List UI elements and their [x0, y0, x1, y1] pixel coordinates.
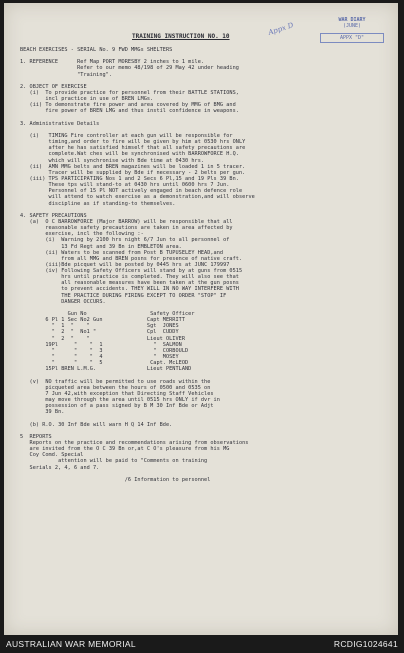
document-line: discipline as if standing-to themselves.	[20, 200, 176, 207]
document-line: (v) NO traffic will be permitted to use roads within the	[20, 378, 211, 385]
document-line: are invited from the O C 39 Bn or,at C O's pleasure from his MG	[20, 446, 230, 453]
document-line: all reasonable measures have been taken at the gun posns	[20, 280, 239, 287]
document-body	[20, 47, 388, 483]
footer-bar	[0, 635, 404, 653]
document-line: exercise, incl the following :-	[20, 231, 144, 238]
document-line: (iv) Following Safety Officers will stand by at guns from 0515	[20, 268, 243, 275]
document-line: Personnel of 15 Pl NOT actively engaged in beach defence role	[20, 188, 243, 195]
document-line: BEACH EXERCISES - SERIAL No. 9 FWD MMGs SHELTERS	[20, 47, 173, 53]
document-line: 1. REFERENCE Ref Map PORT MORESBY 2 inches to 1 mile.	[20, 59, 205, 66]
document-line: 6 Pl 1 Sec No2 Gun Capt MERRITT	[20, 317, 186, 324]
stamp-line1: WAR DIARY	[338, 17, 366, 23]
document-line: attention will be paid to "Comments on training	[20, 458, 208, 465]
footer-source: AUSTRALIAN WAR MEMORIAL	[6, 639, 136, 649]
document-title: TRAINING INSTRUCTION NO. 10	[132, 33, 230, 40]
document-line: picqueted area between the hours of 0500 and 0535 on	[20, 384, 211, 391]
document-line: "Training".	[20, 71, 113, 78]
document-line: " 1 " " Sgt JONES	[20, 323, 179, 330]
document-line: complete.Wat ches will be synchronised with BARROWFORCE H.Q.	[20, 151, 239, 158]
document-line: (ii) AMN MMG belts and BREN magazines will be loaded 1 in 5 tracer.	[20, 163, 246, 170]
document-line: 15Pl BREN L.M.G. Lieut PENTLAND	[20, 366, 192, 373]
document-line: to prevent accidents. THEY WILL IN NO WAY INTERFERE WITH	[20, 286, 239, 293]
document-line: (i) Warning by 2100 hrs night 6/7 Jun to all personnel of	[20, 237, 230, 244]
document-line: (iii)Bde picquet will be posted by 0445 hrs at JUNC 179997	[20, 261, 230, 268]
document-line: (ii) To demonstrate fire power and area covered by MMG of BMG and	[20, 102, 236, 109]
document-line: DANGER OCCURS.	[20, 298, 106, 305]
document-line: " " " 3 " CORBOULD	[20, 347, 189, 354]
document-line: " 2 " No1 " Cpl CUDDY	[20, 329, 179, 336]
document-line: reasonable safety precautions are taken in area affected by	[20, 225, 233, 232]
stamp-line2: (JUNE)	[342, 23, 362, 29]
document-line: These tps will stand-to at 0430 hrs until 0600 hrs 7 Jun.	[20, 182, 230, 189]
document-line: " " " 4 " MOSEY	[20, 354, 179, 361]
document-line: (i) TIMING Fire controller at each gun will be responsible for	[20, 132, 233, 139]
document-line: 2. OBJECT OF EXERCISE	[20, 83, 87, 90]
document-line: (ii) Waters to be scanned from Post B TUPUSELEY HEAD,and	[20, 249, 224, 256]
document-line: fire power of BREN LMG and thus instil confidence in weapons.	[20, 108, 239, 115]
document-line: 19Pl " " 1 " SALMON	[20, 341, 182, 348]
document-line: (a) O C BARROWFORCE (Major BARROW) will be responsible that all	[20, 218, 233, 225]
document-line: incl practice in use of BREN LMGs.	[20, 96, 154, 103]
document-page	[4, 3, 398, 635]
war-diary-stamp	[320, 17, 384, 43]
document-line: which will synchronise with Bde time at 0430 hrs.	[20, 157, 205, 164]
document-line: 4. SAFETY PRECAUTIONS	[20, 212, 87, 219]
document-line: 5 REPORTS	[20, 433, 52, 440]
document-line: Gun No Safety Officer	[20, 311, 195, 318]
document-line: Coy Comd. Special	[20, 452, 84, 459]
document-line: " " " 5 Capt. McLEOD	[20, 360, 189, 367]
document-line: 7 Jun 42,with exception that Directing Staff Vehicles	[20, 390, 214, 397]
document-line: will attend to watch exercise as a demonstration,and will observe	[20, 194, 255, 201]
document-line: from all MMG and BREN posns for presence of native craft.	[20, 255, 243, 262]
document-line: /6 Information to personnel	[20, 476, 211, 483]
document-line: timing,and order to fire will be given by him at 0530 hrs ONLY	[20, 139, 246, 146]
document-line: THE PRACTICE DURING FIRING EXCEPT TO ORDER "STOP" IF	[20, 292, 227, 299]
document-line: (b) R.O. 30 Inf Bde will warn H Q 14 Inf Bde.	[20, 421, 173, 428]
document-line: Tracer will be supplied by Bde if necessary - 2 belts per gun.	[20, 169, 246, 176]
document-line: 39 Bn.	[20, 409, 65, 416]
document-line: (iii) TPS PARTICIPATING Nos 1 and 2 Secs 6 Pl,15 and 19 Pls 39 Bn.	[20, 175, 239, 182]
document-line: " 2 " " Lieut OLIVER	[20, 335, 186, 342]
document-line: Refer to our memo 48/198 of 29 May 42 under heading	[20, 65, 239, 72]
document-line: after he has satisfied himself that all safety precautions are	[20, 145, 246, 152]
handwritten-annotation: Appx D	[267, 21, 295, 37]
document-line: Serials 2, 4, 6 and 7.	[20, 464, 100, 471]
document-line: 13 Fd Regt and 39 Bn in EMBLETON area.	[20, 243, 182, 250]
document-line: may move through the area until 0515 hrs ONLY if dvr in	[20, 397, 220, 404]
document-line: 3. Administrative Details	[20, 120, 100, 127]
document-line: possession of a pass signed by B M 30 Inf Bde or Adjt	[20, 403, 214, 410]
document-line: hrs until practice is completed. They will also see that	[20, 274, 239, 281]
stamp-appendix-box: APPX "D"	[320, 33, 384, 43]
footer-record-id: RCDIG1024641	[333, 639, 398, 649]
document-line: (i) To provide practice for personnel from their BATTLE STATIONS,	[20, 89, 239, 96]
document-line: Reports on the practice and recommendations arising from observations	[20, 440, 249, 446]
